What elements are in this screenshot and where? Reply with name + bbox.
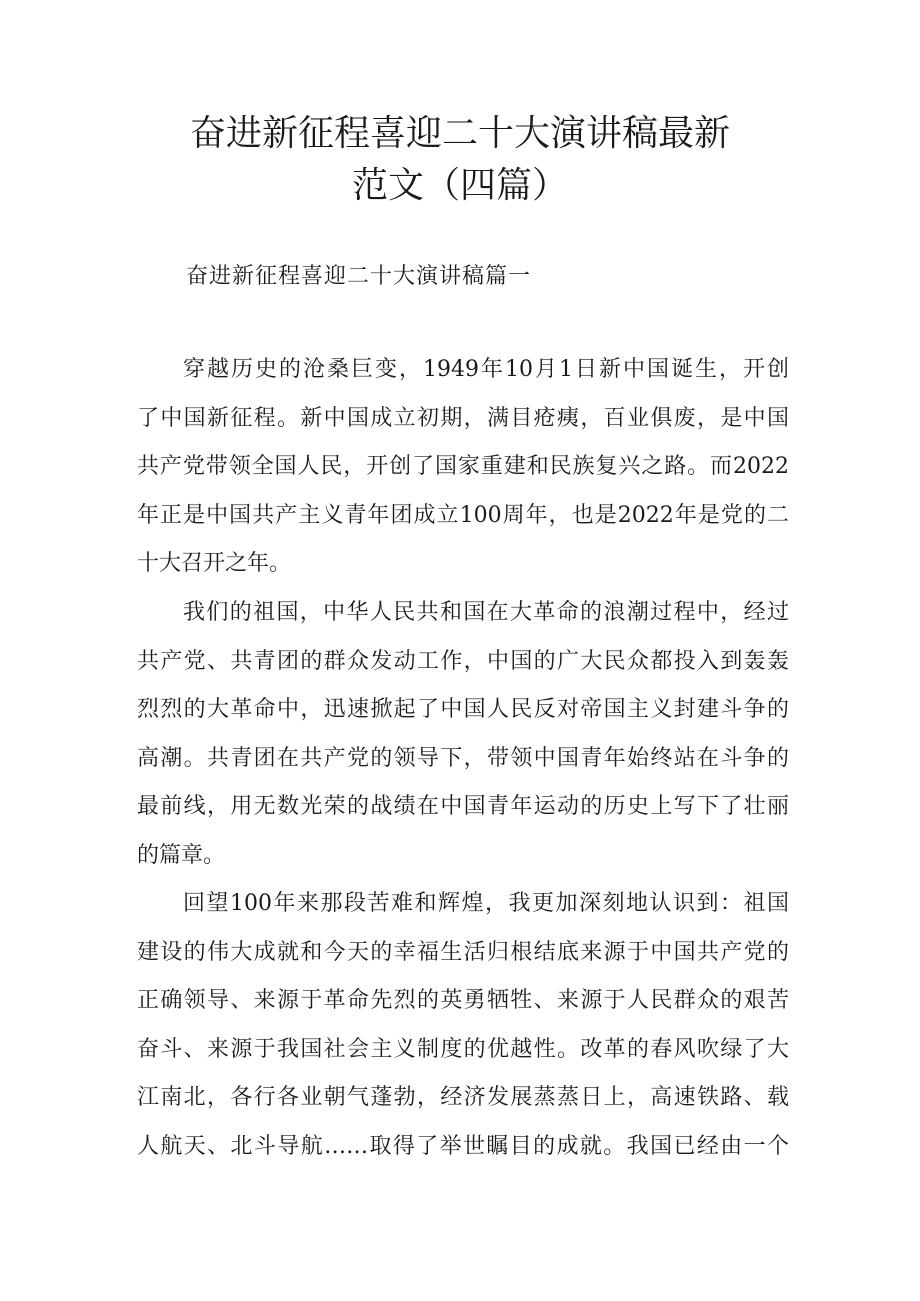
paragraph-line: 年正是中国共产主义青年团成立100周年，也是2022年是党的二 (137, 502, 789, 528)
document-title-line-1: 奋进新征程喜迎二十大演讲稿最新 (189, 113, 730, 154)
paragraph-line: 正确领导、来源于革命先烈的英勇牺牲、来源于人民群众的艰苦 (137, 988, 789, 1013)
paragraph-2 (137, 589, 789, 880)
section-heading: 奋进新征程喜迎二十大演讲稿篇一 (186, 264, 532, 289)
paragraph-line: 共产党带领全国人民，开创了国家重建和民族复兴之路。而2022 (137, 454, 789, 479)
paragraph-line: 回望100年来那段苦难和辉煌，我更加深刻地认识到：祖国 (183, 891, 789, 916)
paragraph-line: 江南北，各行各业朝气蓬勃，经济发展蒸蒸日上，高速铁路、载 (137, 1085, 789, 1110)
paragraph-line: 奋斗、来源于我国社会主义制度的优越性。改革的春风吹绿了大 (137, 1036, 789, 1062)
paragraph-line: 我们的祖国，中华人民共和国在大革命的浪潮过程中，经过 (183, 600, 789, 625)
paragraph-line: 共产党、共青团的群众发动工作，中国的广大民众都投入到轰轰 (137, 648, 789, 674)
paragraph-line: 人航天、北斗导航……取得了举世瞩目的成就。我国已经由一个 (137, 1133, 789, 1159)
paragraph-3 (137, 880, 789, 1171)
paragraph-line: 最前线，用无数光荣的战绩在中国青年运动的历史上写下了壮丽 (137, 794, 789, 819)
paragraph-line: 烈烈的大革命中，迅速掀起了中国人民反对帝国主义封建斗争的 (137, 697, 789, 722)
paragraph-line: 穿越历史的沧桑巨变，1949年10月1日新中国诞生，开创 (183, 357, 789, 382)
document-title-line-2: 范文（四篇） (351, 165, 568, 206)
paragraph-line: 建设的伟大成就和今天的幸福生活归根结底来源于中国共产党的 (137, 939, 789, 965)
paragraph-1 (137, 346, 789, 589)
paragraph-line: 高潮。共青团在共产党的领导下，带领中国青年始终站在斗争的 (137, 745, 789, 771)
paragraph-line: 十大召开之年。 (137, 551, 292, 576)
paragraph-line: 的篇章。 (137, 842, 226, 868)
paragraph-line: 了中国新征程。新中国成立初期，满目疮痍，百业俱废，是中国 (137, 405, 789, 431)
